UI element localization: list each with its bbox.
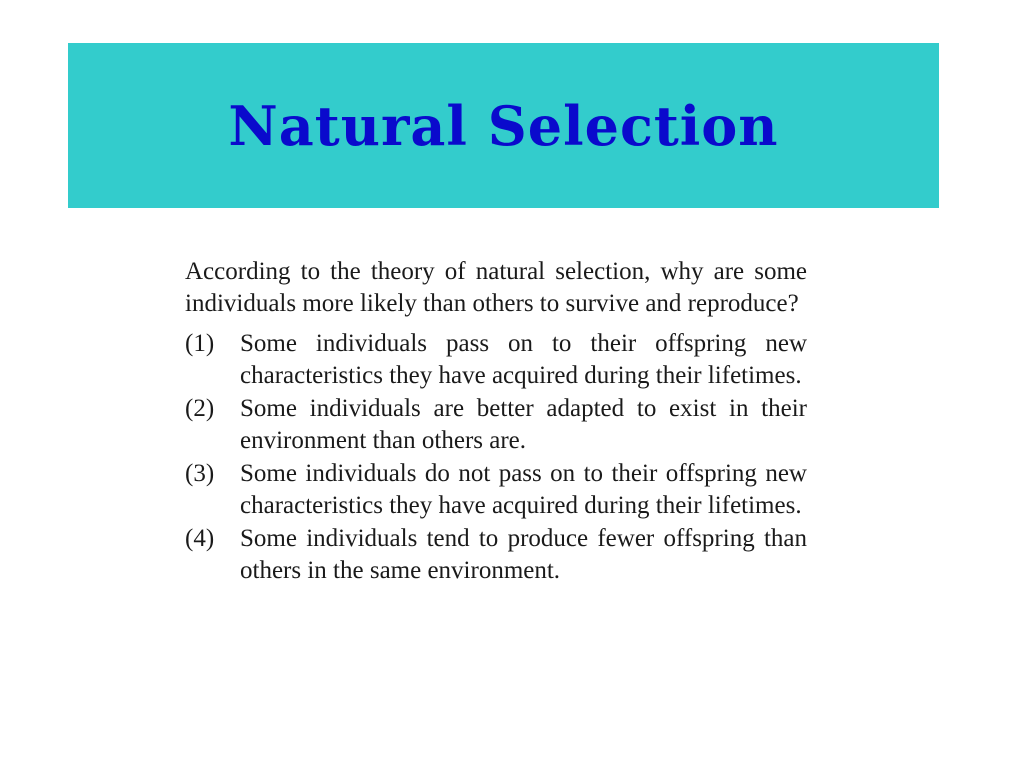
answer-choice-4 <box>185 523 807 587</box>
choice-number: (4) <box>185 525 215 552</box>
choice-text: Some individuals are better adapted to exist in their environment than others are. <box>240 395 807 454</box>
answer-choices <box>185 328 807 587</box>
slide-title: Natural Selection <box>228 93 779 158</box>
choice-number: (2) <box>185 395 215 422</box>
choice-text: Some individuals do not pass on to their offspring new characteristics they have acquired during their lifetimes. <box>240 460 807 519</box>
question-stem: According to the theory of natural selection, why are some individuals more likely than others to survive and reproduce? <box>185 258 807 317</box>
question-block <box>185 256 807 588</box>
answer-choice-2 <box>185 393 807 457</box>
answer-choice-3 <box>185 458 807 522</box>
title-bar <box>68 43 939 208</box>
choice-number: (3) <box>185 460 215 487</box>
choice-number: (1) <box>185 330 215 357</box>
choice-text: Some individuals tend to produce fewer offspring than others in the same environment. <box>240 525 807 584</box>
choice-text: Some individuals pass on to their offspring new characteristics they have acquired during their lifetimes. <box>240 330 807 389</box>
answer-choice-1 <box>185 328 807 392</box>
